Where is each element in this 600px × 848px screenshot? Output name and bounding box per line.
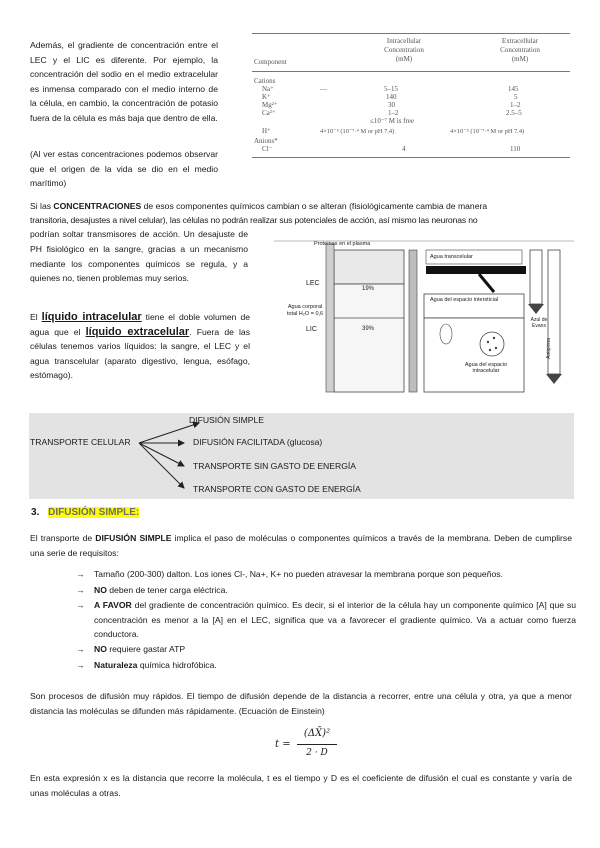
equation-lhs: t =: [275, 739, 291, 750]
liquid-paragraph: El líquido intracelular tiene el doble volumen de agua que el líquido extracelular. Fuera de las células tenemos varios líquidos: la sangre, el LEC y el agua transcelular (aparato digestivo, lengua, esófago, estómago).: [30, 311, 251, 381]
table-row-intra: 5–15: [384, 85, 398, 93]
left-edge-block: [326, 244, 334, 392]
equation-numerator: (ΔX̄)²: [303, 728, 331, 739]
conc-paragraph-rest: podrían soltar transmisores de acción. Un desajuste de PH fisiológico en la sangre, gracias a un mecanismo mediante los componentes químicos se regula, y a quienes no, tienen problemas muy serios.: [30, 229, 248, 284]
table-header-extra: Extracellular Concentration (mM): [500, 37, 540, 63]
list-item: → Naturaleza química hidrofóbica.: [76, 658, 576, 672]
table-row-extra: 110: [510, 145, 521, 153]
fig-pct-lic: 39%: [362, 326, 375, 332]
section-number: 3.: [31, 507, 40, 518]
table-dash: —: [320, 85, 327, 93]
table-row-extra: 4×10⁻⁵ (10⁻⁷·⁴ M or pH 7.4): [450, 128, 525, 135]
fig-azul-label: Azul de Evans: [530, 317, 548, 329]
table-row-intra: 140: [386, 93, 397, 101]
conc-paragraph-line2: transitoria, desajustes a nivel celular), las células no podrán realizar sus potenciales de acción, así mismo las neuronas no: [30, 215, 478, 225]
liquid-term-intracelular: líquido intracelular: [41, 311, 142, 323]
body-water-figure: [274, 238, 574, 394]
transport-item-difusion-facilitada: DIFUSIÓN FACILITADA (glucosa): [193, 437, 323, 447]
table-row-ion: Cl⁻: [262, 145, 273, 153]
table-rule-bottom: [252, 157, 570, 158]
fig-intracel-label: Agua del espacio intracelular: [464, 362, 508, 374]
conc-bold-term: CONCENTRACIONES: [53, 201, 142, 211]
table-row-intra: 30: [388, 101, 395, 109]
fig-antipirina-label: Antipirina: [546, 338, 552, 359]
table-anions-label: Anions*: [254, 137, 278, 145]
equation-denominator: 2 · D: [306, 748, 328, 758]
table-header-component: Component: [254, 58, 287, 66]
equation-fraction-bar: [297, 744, 337, 745]
table-row-extra: 145: [508, 85, 519, 93]
transport-main-label: TRANSPORTE CELULAR: [30, 437, 131, 447]
list-item: → NO requiere gastar ATP: [76, 642, 576, 656]
intro-note-paragraph: [30, 147, 218, 191]
table-rule-top: [252, 33, 570, 34]
intro-text: Además, el gradiente de concentración entre el LEC y el LIC es diferente. Por ejemplo, la concentración del sodio en el medio extracelular es inmensa comparado con el medio interno de la célula, en cambio, la concentración de potasio fuera de la célula es más baja que dentro de ella.: [30, 40, 218, 123]
cell-circle: [480, 332, 504, 356]
arrow-icon: →: [76, 660, 85, 670]
definition-paragraph: El transporte de DIFUSIÓN SIMPLE implica el paso de moléculas o componentes químicos a través de la membrana. Deben de cumplirse una serie de requisitos:: [30, 533, 572, 558]
arrow-icon: →: [76, 585, 85, 595]
fig-lec-label: LEC: [306, 280, 320, 287]
list-item: → NO deben de tener carga eléctrica.: [76, 583, 576, 597]
lic-block: [334, 284, 404, 392]
table-cations-label: Cations: [254, 77, 276, 85]
fig-transcel-label: Agua transcelular: [430, 254, 473, 260]
table-row-ion: Ca²⁺: [262, 109, 276, 117]
table-free-note: ≤10⁻⁷ M is free: [370, 117, 414, 125]
section-title: DIFUSIÓN SIMPLE:: [48, 507, 140, 518]
table-row-extra: 5: [514, 93, 518, 101]
conc-paragraph-line1: Si las CONCENTRACIONES de esos componentes químicos cambian o se alteran (fisiológicamente cambia de manera: [30, 201, 488, 211]
table-row-ion: Na⁺: [262, 85, 274, 93]
fig-intersticial-label: Agua del espacio intersticial: [430, 297, 499, 303]
table-row-ion: H⁺: [262, 127, 271, 135]
fig-lic-label: LIC: [306, 326, 317, 333]
transport-item-con-gasto: TRANSPORTE CON GASTO DE ENERGÍA: [193, 484, 361, 494]
table-row-intra: 1–2: [388, 109, 399, 117]
speed-paragraph: Son procesos de difusión muy rápidos. El tiempo de difusión depende de la distancia a recorrer, entre una célula y otra, ya que a menor distancia las moléculas se difunden más rápidamente. (Ecuación de Einstein): [30, 691, 572, 716]
table-row-ion: Mg²⁺: [262, 101, 278, 109]
section-heading: [31, 507, 139, 518]
ion-table: [252, 33, 570, 183]
table-row-ion: K⁺: [262, 93, 271, 101]
table-row-intra: 4×10⁻⁵ (10⁻⁷·⁴ M or pH 7.4): [320, 128, 395, 135]
arrow-icon: →: [76, 569, 85, 579]
table-header-intra: Intracellular Concentration (mM): [384, 37, 424, 63]
table-row-intra: 4: [402, 145, 406, 153]
arrow-icon: →: [76, 600, 85, 610]
transport-band: [29, 413, 574, 499]
liquid-term-extracelular: líquido extracelular: [85, 325, 190, 338]
intro-paragraph: [30, 38, 218, 126]
list-item: → A FAVOR del gradiente de concentración químico. Es decir, si el interior de la célula hay un componente químico [A] que su concentración es menor a la [A] en el LEC, significa que va a favorecer el gradiente químico. Va a actuar como fuerza conductora.: [76, 600, 576, 639]
definition-bold-term: DIFUSIÓN SIMPLE: [95, 533, 172, 543]
transport-item-difusion-simple: DIFUSIÓN SIMPLE: [189, 415, 264, 425]
table-row-extra: 2.5–5: [506, 109, 522, 117]
fig-top-label: Proteínas en el plasma: [314, 241, 371, 247]
table-row-extra: 1–2: [510, 101, 521, 109]
final-paragraph: En esta expresión x es la distancia que recorre la molécula, t es el tiempo y D es el coeficiente de difusión el cual es constante y varía de unas moléculas a otras.: [30, 773, 572, 798]
list-item: → Tamaño (200-300) dalton. Los iones Cl-, Na+, K+ no pueden atravesar la membrana porque son pequeños.: [76, 567, 576, 581]
transcel-bar: [426, 266, 526, 274]
einstein-equation: [275, 728, 355, 764]
transport-item-sin-gasto: TRANSPORTE SIN GASTO DE ENERGÍA: [193, 461, 356, 471]
table-rule-header: [252, 71, 570, 72]
lec-upper-block: [334, 250, 404, 284]
intro-note-text: (Al ver estas concentraciones podemos observar que el origen de la vida se dio en el medio marítimo): [30, 149, 218, 189]
fig-pct-lec: 19%: [362, 286, 375, 292]
arrow-icon: →: [76, 644, 85, 654]
fig-water-label: Agua corporal total H₂O = 0,6: [286, 304, 324, 317]
